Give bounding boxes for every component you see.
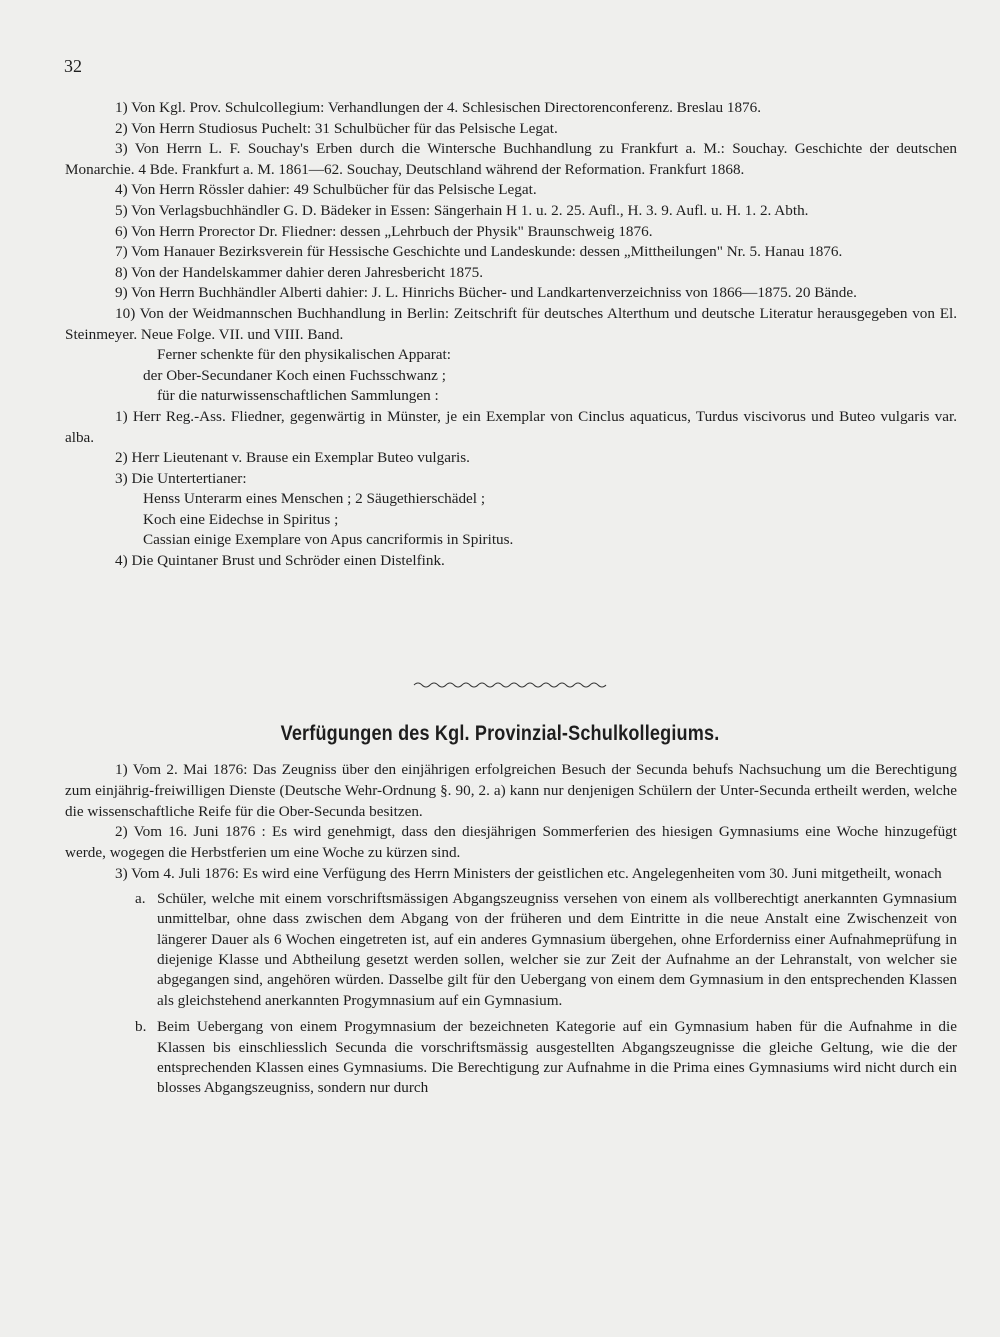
sub-item-label: b. [135, 1018, 147, 1036]
natural-entry-3: 3) Die Untertertianer: [115, 469, 247, 487]
gift-entry-9: 9) Von Herrn Buchhändler Alberti dahier: J. L. Hinrichs Bücher- und Landkartenverzeichniss von 1866—1875. 20 Bände. [115, 284, 857, 302]
decrees-section [65, 760, 957, 1099]
natural-sub-1: Henss Unterarm eines Menschen ; 2 Säugethierschädel ; [143, 490, 486, 508]
sub-item-text: Beim Uebergang von einem Progymnasium der bezeichneten Kategorie auf ein Gymnasium haben für die Aufnahme in die Klassen bis einschliesslich Secunda die vorschriftsmässig ausgestellten Abgangszeugnisse die gleiche Geltung, wie die der entsprechenden Klassen eines Gymnasiums. Die Berechtigung zur Aufnahme in die Prima eines Gymnasiums wird nicht durch ein blosses Abgangszeugniss, sondern nur durch [157, 1018, 957, 1097]
section-heading: Verfügungen des Kgl. Provinzial-Schulkollegiums. [280, 722, 720, 745]
natural-intro: für die naturwissenschaftlichen Sammlungen : [157, 387, 439, 405]
decree-sub-item-b [65, 1017, 957, 1099]
gift-entry-2: 2) Von Herrn Studiosus Puchelt: 31 Schulbücher für das Pelsische Legat. [115, 119, 558, 137]
gift-entry-8: 8) Von der Handelskammer dahier deren Jahresbericht 1875. [115, 263, 484, 281]
gift-entry-6: 6) Von Herrn Prorector Dr. Fliedner: dessen „Lehrbuch der Physik" Braunschweig 1876. [115, 222, 653, 240]
sub-item-label: a. [135, 889, 146, 907]
sub-item-text: Schüler, welche mit einem vorschriftsmässigen Abgangszeugniss versehen von einem als vollberechtigt anerkannten Gymnasium unmittelbar, ohne dass zwischen dem Abgang von der früheren und dem Eintritte in die neue Anstalt eine Zwischenzeit von längerer Dauer als 6 Wochen eingetreten ist, auf ein anderes Gymnasium übergehen, ohne Erforderniss einer Aufnahmeprüfung in diejenige Klasse und Abtheilung gesetzt werden sollen, welcher sie zur Zeit der Aufnahme an der Lehranstalt, von welcher sie abgegangen sind, angehören würden. Dasselbe gilt für den Uebergang von einem dem Gymnasium in den entsprechenden Klassen als gleichstehend anerkannten Progymnasium auf ein Gymnasium. [157, 889, 957, 1009]
decree-3: 3) Vom 4. Juli 1876: Es wird eine Verfügung des Herrn Ministers der geistlichen etc. Angelegenheiten vom 30. Juni mitgetheilt, wonach [115, 864, 942, 882]
physics-intro: Ferner schenkte für den physikalischen Apparat: [157, 346, 451, 364]
ornamental-divider [412, 680, 608, 690]
natural-entry-1: 1) Herr Reg.-Ass. Fliedner, gegenwärtig in Münster, je ein Exemplar von Cinclus aquaticus, Turdus viscivorus und Buteo vulgaris var. alba. [65, 407, 957, 446]
natural-sub-3: Cassian einige Exemplare von Apus cancriformis in Spiritus. [143, 531, 514, 549]
natural-entry-2: 2) Herr Lieutenant v. Brause ein Exemplar Buteo vulgaris. [115, 449, 470, 467]
natural-entry-4: 4) Die Quintaner Brust und Schröder einen Distelfink. [115, 552, 445, 570]
gift-entry-7: 7) Vom Hanauer Bezirksverein für Hessische Geschichte und Landeskunde: dessen „Mittheilungen" Nr. 5. Hanau 1876. [115, 243, 843, 261]
decree-sub-item-a [65, 889, 957, 1011]
decree-1: 1) Vom 2. Mai 1876: Das Zeugniss über den einjährigen erfolgreichen Besuch der Secunda behufs Nachsuchung um die Berechtigung zum einjährig-freiwilligen Dienste (Deutsche Wehr-Ordnung §. 90, 2. a) kann nur denjenigen Schülern der Unter-Secunda ertheilt werden, welche die wissenschaftliche Reife für die Ober-Secunda besitzen. [65, 761, 957, 820]
gift-entry-5: 5) Von Verlagsbuchhändler G. D. Bädeker in Essen: Sängerhain H 1. u. 2. 25. Aufl., H. 3. 9. Aufl. u. H. 1. 2. Abth. [115, 201, 809, 219]
physics-item: der Ober-Secundaner Koch einen Fuchsschwanz ; [143, 366, 446, 384]
gift-entry-4: 4) Von Herrn Rössler dahier: 49 Schulbücher für das Pelsische Legat. [115, 181, 537, 199]
gift-entry-10: 10) Von der Weidmannschen Buchhandlung in Berlin: Zeitschrift für deutsches Alterthum und deutsche Literatur herausgegeben von El. Steinmeyer. Neue Folge. VII. und VIII. Band. [65, 304, 957, 343]
gifts-list [65, 98, 957, 572]
gift-entry-1: 1) Von Kgl. Prov. Schulcollegium: Verhandlungen der 4. Schlesischen Directorenconferenz. Breslau 1876. [115, 99, 762, 116]
decree-2: 2) Vom 16. Juni 1876 : Es wird genehmigt, dass den diesjährigen Sommerferien des hiesigen Gymnasiums eine Woche hinzugefügt werde, wogegen die Herbstferien um eine Woche zu kürzen sind. [65, 823, 957, 862]
page-number: 32 [64, 56, 82, 76]
gift-entry-3: 3) Von Herrn L. F. Souchay's Erben durch die Wintersche Buchhandlung zu Frankfurt a. M.: Souchay. Geschichte der deutschen Monarchie. 4 Bde. Frankfurt a. M. 1861—62. Souchay, Deutschland während der Reformation. Frankfurt 1868. [65, 140, 957, 178]
natural-sub-2: Koch eine Eidechse in Spiritus ; [143, 510, 339, 528]
